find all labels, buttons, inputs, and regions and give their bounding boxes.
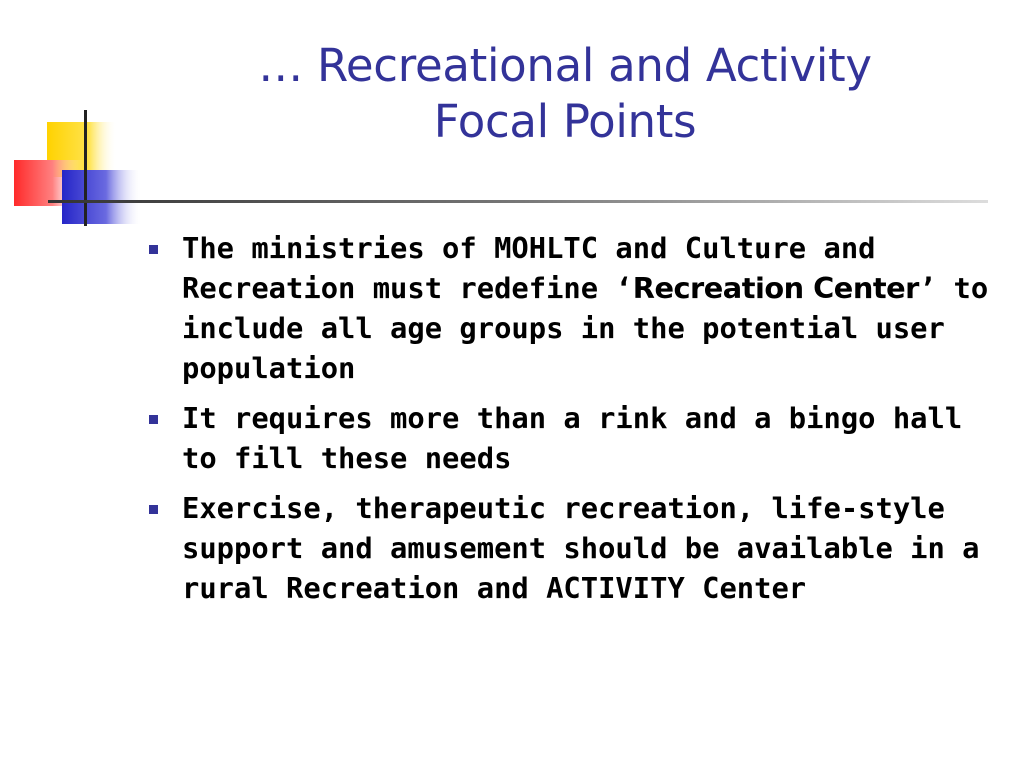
slide-title-line-1: … Recreational and Activity (258, 39, 872, 92)
bullet-text-before: The ministries of MOHLTC and Culture and Recreation must redefine ‘ (182, 231, 876, 305)
slide-title (150, 38, 980, 150)
bullet-item (140, 398, 1000, 478)
deco-blue-square (62, 170, 142, 224)
bullet-text-after: ’ to include all age groups in the potential user population (182, 271, 989, 385)
slide-title-line-2: Focal Points (433, 95, 697, 148)
deco-vertical-line (84, 110, 87, 226)
title-rule (48, 200, 988, 203)
deco-yellow-square (47, 122, 117, 177)
square-bullet-icon (149, 415, 158, 424)
deco-red-square (14, 160, 84, 206)
bullet-item (140, 488, 1000, 608)
square-bullet-icon (149, 245, 158, 254)
bullet-item (140, 228, 1000, 388)
bullet-text: Exercise, therapeutic recreation, life-style support and amusement should be available in a rural Recreation and ACTIVITY Center (182, 491, 980, 605)
bullet-text: It requires more than a rink and a bingo hall to fill these needs (182, 401, 963, 475)
square-bullet-icon (149, 505, 158, 514)
bullet-emphasis: Recreation Center (632, 271, 919, 305)
bullet-list (140, 228, 1000, 618)
